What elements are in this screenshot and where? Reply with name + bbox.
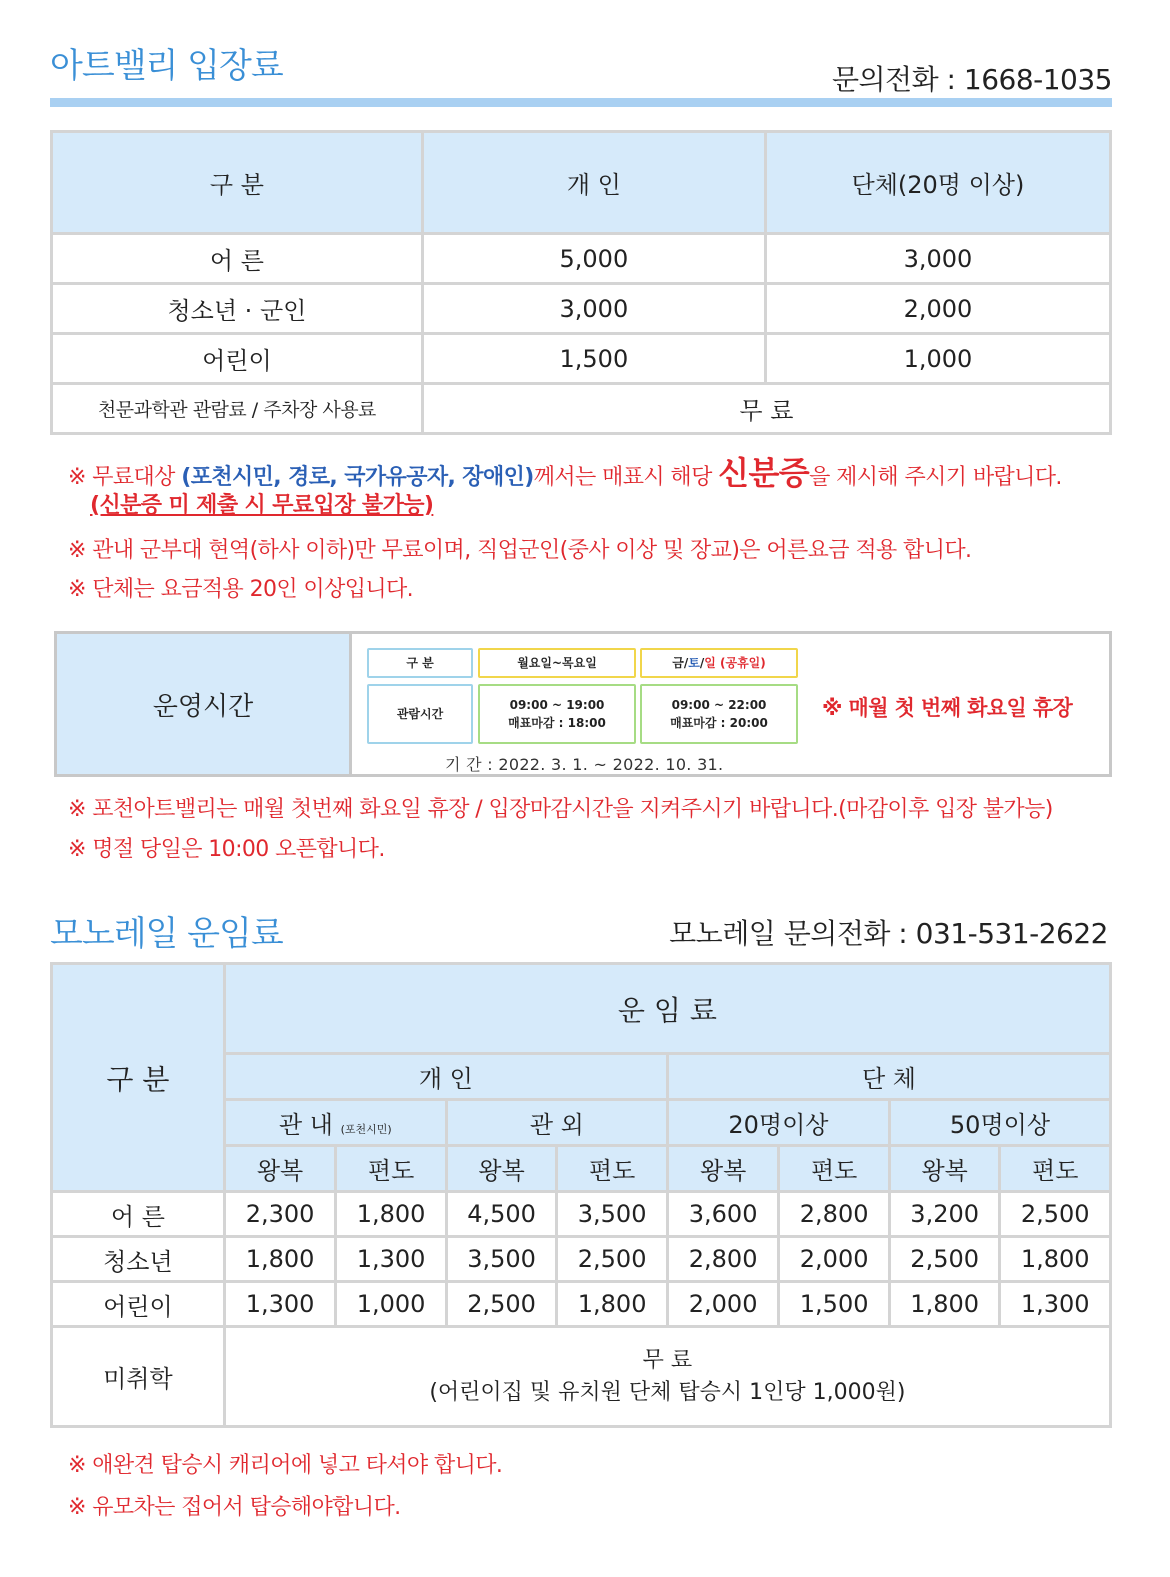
table-row (52, 384, 1111, 434)
fare-cell: 1,800 (1000, 1237, 1111, 1282)
monorail-header-group: 단 체 (667, 1054, 1110, 1100)
fare-cell: 4,500 (446, 1192, 557, 1237)
monorail-header-fare: 운 임 료 (224, 964, 1110, 1054)
table-row (52, 284, 1111, 334)
price-cell: 1,000 (765, 334, 1110, 384)
hours-weekend-cell: 09:00 ~ 22:00 매표마감 : 20:00 (640, 684, 798, 744)
monorail-header-individual: 개 인 (224, 1054, 667, 1100)
fare-cell: 1,000 (336, 1282, 447, 1327)
table-row (52, 334, 1111, 384)
monorail-header-20: 20명이상 (667, 1100, 889, 1146)
monorail-header-category: 구 분 (52, 964, 225, 1192)
monorail-title: 모노레일 운임료 (50, 914, 283, 954)
fare-cell: 1,800 (224, 1237, 336, 1282)
preschool-free-cell: 무 료 (어린이집 및 유치원 단체 탑승시 1인당 1,000원) (224, 1327, 1110, 1427)
hours-row-label: 관람시간 (367, 684, 473, 744)
row-label: 청소년 (52, 1237, 225, 1282)
monorail-header-outside: 관 외 (446, 1100, 667, 1146)
admission-note-4: ※ 단체는 요금적용 20인 이상입니다. (68, 577, 414, 602)
monorail-table (50, 962, 1112, 1428)
row-label: 어 른 (52, 234, 423, 284)
fare-cell: 1,300 (224, 1282, 336, 1327)
hours-closed-notice: ※ 매월 첫 번째 화요일 휴장 (822, 696, 1073, 720)
admission-header-individual: 개 인 (422, 132, 765, 234)
row-label: 천문과학관 관람료 / 주차장 사용료 (52, 384, 423, 434)
price-cell: 5,000 (422, 234, 765, 284)
fare-cell: 3,600 (667, 1192, 779, 1237)
fare-cell: 2,800 (779, 1192, 890, 1237)
hours-box (54, 631, 1112, 777)
admission-contact: 문의전화 : 1668-1035 (831, 63, 1112, 96)
monorail-contact: 모노레일 문의전화 : 031-531-2622 (669, 917, 1108, 950)
row-label: 어 른 (52, 1192, 225, 1237)
monorail-header-roundtrip: 왕복 (889, 1146, 1000, 1192)
row-label: 어린이 (52, 334, 423, 384)
monorail-header-local: 관 내 (포천시민) (224, 1100, 446, 1146)
hours-period: 기 간 : 2022. 3. 1. ~ 2022. 10. 31. (445, 755, 724, 774)
fare-cell: 1,300 (1000, 1282, 1111, 1327)
admission-header-category: 구 분 (52, 132, 423, 234)
row-label: 미취학 (52, 1327, 225, 1427)
admission-title-bar (50, 98, 1112, 107)
hours-col-header: 구 분 (367, 648, 473, 678)
free-cell: 무 료 (422, 384, 1110, 434)
row-label: 어린이 (52, 1282, 225, 1327)
fare-cell: 3,200 (889, 1192, 1000, 1237)
hours-weekday-header: 월요일~목요일 (478, 648, 636, 678)
fare-cell: 2,000 (779, 1237, 890, 1282)
table-row (52, 1327, 1111, 1427)
fare-cell: 1,800 (336, 1192, 447, 1237)
row-label: 청소년 · 군인 (52, 284, 423, 334)
fare-cell: 2,800 (667, 1237, 779, 1282)
fare-cell: 2,300 (224, 1192, 336, 1237)
monorail-header-roundtrip: 왕복 (224, 1146, 336, 1192)
fare-cell: 2,500 (1000, 1192, 1111, 1237)
fare-cell: 3,500 (446, 1237, 557, 1282)
monorail-header-oneway: 편도 (1000, 1146, 1111, 1192)
table-row (52, 1282, 1111, 1327)
monorail-header-oneway: 편도 (779, 1146, 890, 1192)
table-row (52, 1237, 1111, 1282)
fare-cell: 2,500 (557, 1237, 668, 1282)
fare-cell: 1,800 (557, 1282, 668, 1327)
fare-cell: 1,800 (889, 1282, 1000, 1327)
price-cell: 3,000 (765, 234, 1110, 284)
admission-note-2: (신분증 미 제출 시 무료입장 불가능) (90, 493, 434, 518)
table-row (52, 234, 1111, 284)
monorail-header-roundtrip: 왕복 (667, 1146, 779, 1192)
fare-cell: 2,500 (889, 1237, 1000, 1282)
price-cell: 3,000 (422, 284, 765, 334)
table-row (52, 1192, 1111, 1237)
fare-cell: 2,500 (446, 1282, 557, 1327)
hours-weekday-cell: 09:00 ~ 19:00 매표마감 : 18:00 (478, 684, 636, 744)
admission-note-3: ※ 관내 군부대 현역(하사 이하)만 무료이며, 직업군인(중사 이상 및 장교)은 어른요금 적용 합니다. (68, 538, 972, 563)
monorail-header-oneway: 편도 (336, 1146, 447, 1192)
monorail-header-oneway: 편도 (557, 1146, 668, 1192)
admission-header-group: 단체(20명 이상) (765, 132, 1110, 234)
price-cell: 2,000 (765, 284, 1110, 334)
hours-note-2: ※ 명절 당일은 10:00 오픈합니다. (68, 837, 385, 862)
fare-cell: 1,300 (336, 1237, 447, 1282)
monorail-note-1: ※ 애완견 탑승시 캐리어에 넣고 타셔야 합니다. (68, 1453, 503, 1478)
monorail-note-2: ※ 유모차는 접어서 탑승해야합니다. (68, 1495, 401, 1520)
admission-note-1: ※ 무료대상 (포천시민, 경로, 국가유공자, 장애인)께서는 매표시 해당 신분증을 제시해 주시기 바랍니다. (68, 454, 1062, 492)
admission-table (50, 130, 1112, 435)
fare-cell: 3,500 (557, 1192, 668, 1237)
monorail-header-roundtrip: 왕복 (446, 1146, 557, 1192)
price-cell: 1,500 (422, 334, 765, 384)
admission-title: 아트밸리 입장료 (50, 46, 283, 86)
hours-weekend-header: 금 / 토 / 일 (공휴일) (640, 648, 798, 678)
fare-cell: 2,000 (667, 1282, 779, 1327)
monorail-header-50: 50명이상 (889, 1100, 1110, 1146)
fare-cell: 1,500 (779, 1282, 890, 1327)
hours-note-1: ※ 포천아트밸리는 매월 첫번째 화요일 휴장 / 입장마감시간을 지켜주시기 바랍니다.(마감이후 입장 불가능) (68, 797, 1053, 822)
hours-label: 운영시간 (57, 634, 352, 774)
